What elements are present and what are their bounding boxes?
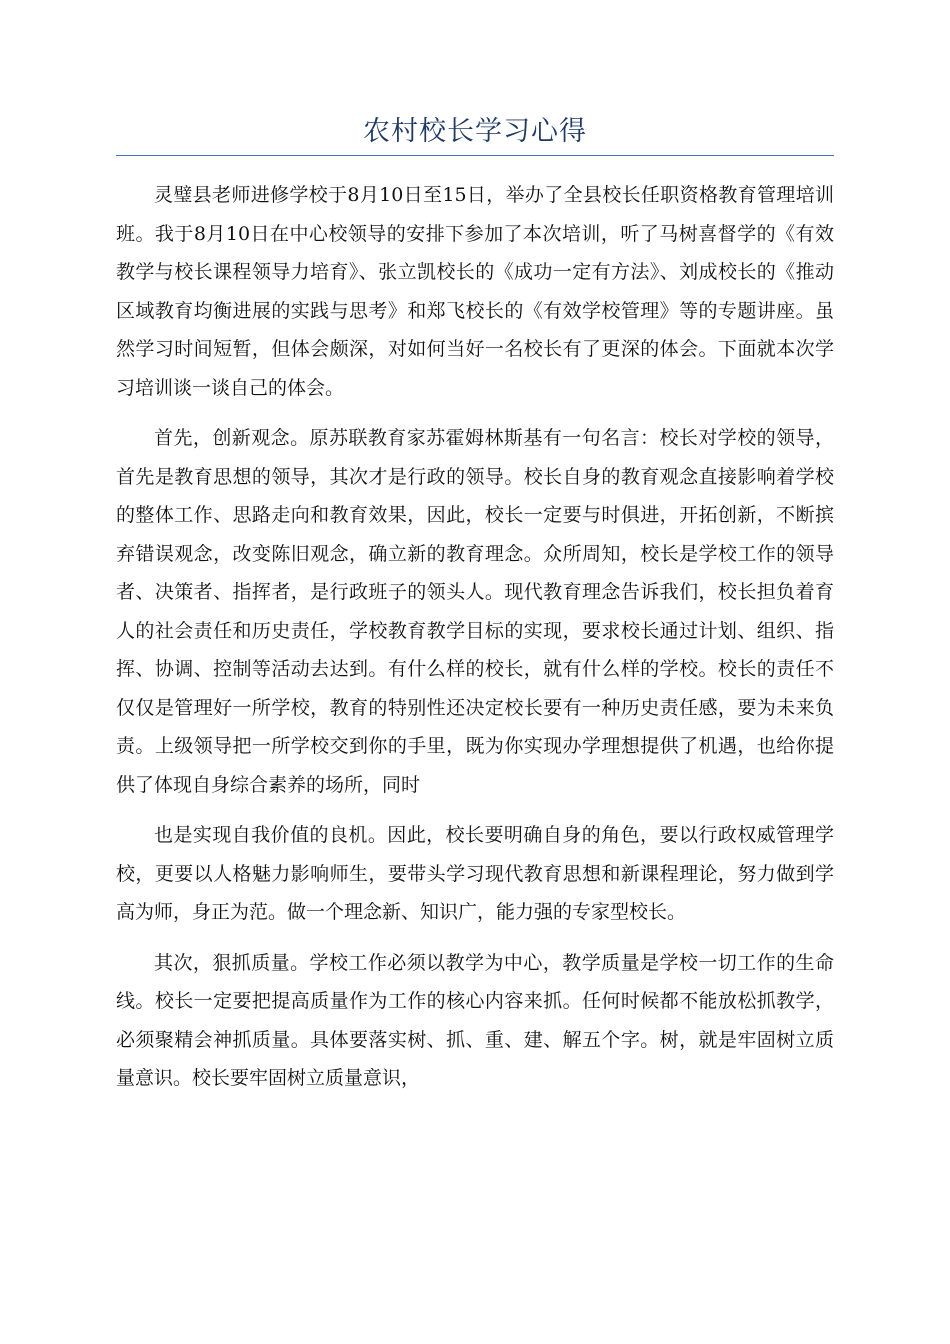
paragraph-quality: 其次，狠抓质量。学校工作必须以教学为中心，教学质量是学校一切工作的生命线。校长一定要把提高质量作为工作的核心内容来抓。任何时候都不能放松抓教学，必须聚精会神抓质量。具体要落实树、抓、重、建、解五个字。树，就是牢固树立质量意识。校长要牢固树立质量意识， bbox=[116, 951, 834, 1089]
paragraph-innovate-concepts: 首先，创新观念。原苏联教育家苏霍姆林斯基有一句名言：校长对学校的领导，首先是教育思想的领导，其次才是行政的领导。校长自身的教育观念直接影响着学校的整体工作、思路走向和教育效果，因此，校长一定要与时俱进，开拓创新，不断摈弃错误观念，改变陈旧观念，确立新的教育理念。众所周知，校长是学校工作的领导者、决策者、指挥者，是行政班子的领头人。现代教育理念告诉我们，校长担负着育人的社会责任和历史责任，学校教育教学目标的实现，要求校长通过计划、组织、指挥、协调、控制等活动去达到。有什么样的校长，就有什么样的学校。校长的责任不仅仅是管理好一所学校，教育的特别性还决定校长要有一种历史责任感，要为未来负责。上级领导把一所学校交到你的手里，既为你实现办学理想提供了机遇，也给你提供了体现自身综合素养的场所，同时 bbox=[116, 427, 834, 796]
document-title: 农村校长学习心得 bbox=[363, 116, 587, 147]
paragraph-self-value: 也是实现自我价值的良机。因此，校长要明确自身的角色，要以行政权威管理学校，更要以人格魅力影响师生，要带头学习现代教育思想和新课程理论，努力做到学高为师，身正为范。做一个理念新、知识广，能力强的专家型校长。 bbox=[116, 824, 834, 923]
title-underline bbox=[116, 155, 834, 156]
paragraph-intro: 灵璧县老师进修学校于8月10日至15日，举办了全县校长任职资格教育管理培训班。我于8月10日在中心校领导的安排下参加了本次培训，听了马树喜督学的《有效教学与校长课程领导力培育》、张立凯校长的《成功一定有方法》、刘成校长的《推动区域教育均衡进展的实践与思考》和郑飞校长的《有效学校管理》等的专题讲座。虽然学习时间短暂，但体会颇深，对如何当好一名校长有了更深的体会。下面就本次学习培训谈一谈自己的体会。 bbox=[116, 184, 834, 399]
document-body bbox=[116, 176, 834, 1110]
